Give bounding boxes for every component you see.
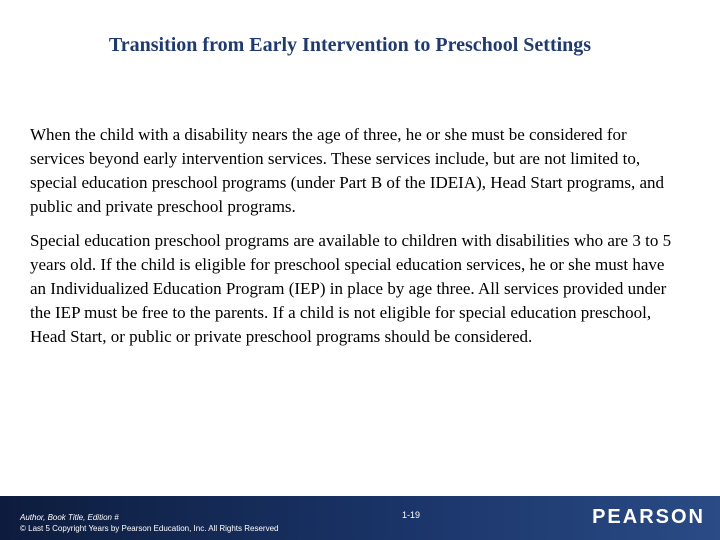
book-info: Author, Book Title, Edition #: [20, 513, 119, 522]
copyright-notice: © Last 5 Copyright Years by Pearson Education, Inc. All Rights Reserved: [20, 524, 279, 533]
body-paragraph-1: When the child with a disability nears the age of three, he or she must be considered for services beyond early intervention services. These services include, but are not limited to, special education preschool programs (under Part B of the IDEIA), Head Start programs, and public and private preschool programs.: [30, 125, 664, 216]
slide-body: [30, 123, 680, 359]
pearson-logo: PEARSON: [592, 506, 705, 528]
footer-citation: [20, 512, 278, 534]
body-paragraph-2: Special education preschool programs are available to children with disabilities who are 3 to 5 years old. If the child is eligible for preschool special education services, he or she must have an Individualized Education Program (IEP) in place by age three. All services provided under the IEP must be free to the parents. If a child is not eligible for special education preschool, Head Start, or public or private preschool programs should be considered.: [30, 231, 672, 346]
footer-bar: [0, 496, 720, 540]
page-number: 1-19: [402, 510, 421, 520]
slide-title: Transition from Early Intervention to Preschool Settings: [108, 34, 592, 56]
